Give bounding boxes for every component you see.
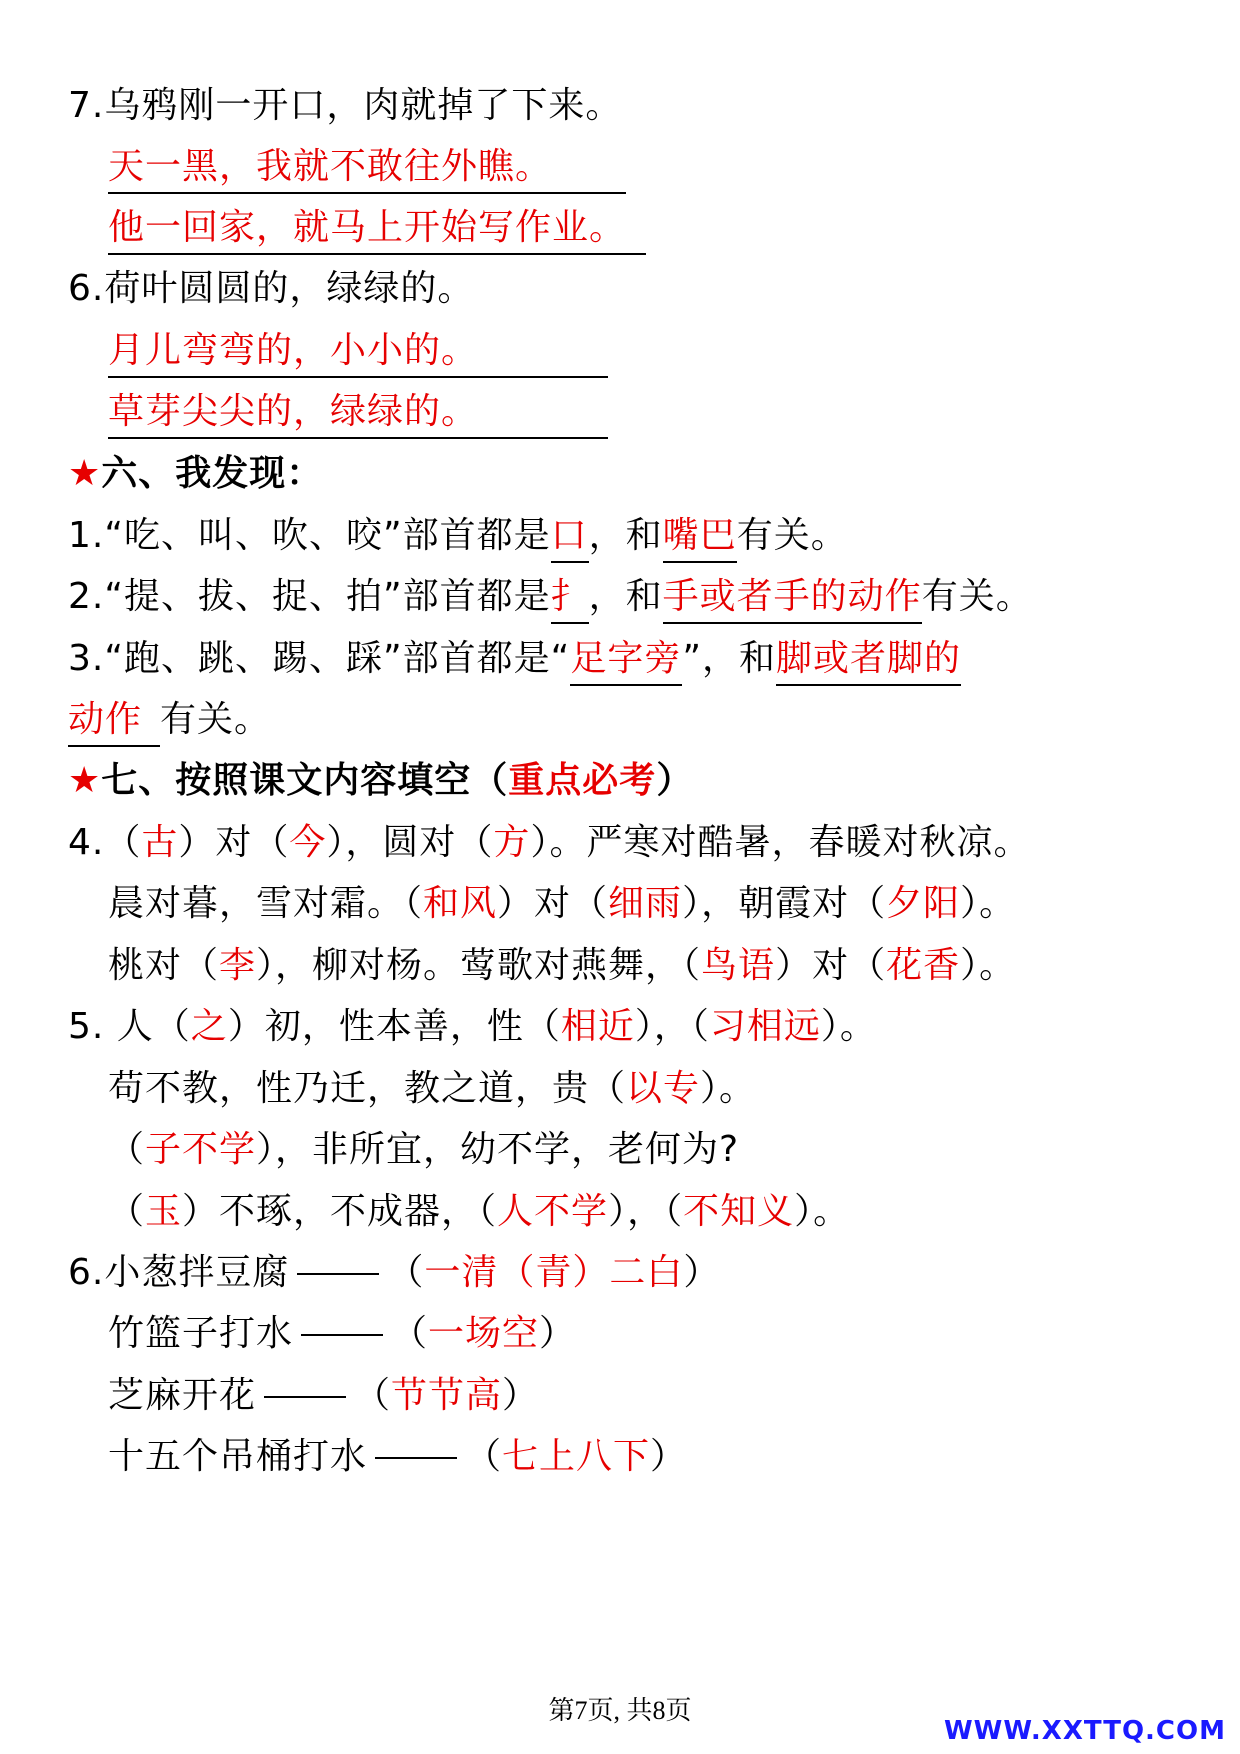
text: ”，和 [682,638,776,679]
answer-text: 天一黑，我就不敢往外瞧。 [108,144,626,194]
star-icon: ★ [68,453,102,494]
text: ），朝霞对（ [682,883,887,924]
text: 芝麻开花 [108,1375,257,1416]
discover-line-3 [68,636,961,686]
xiehouyu-line-4 [108,1434,687,1480]
text: ，和 [588,576,663,617]
text: 有关。 [736,515,848,556]
text: ）对（ [178,822,290,863]
answer: 今 [289,822,327,863]
dash-separator [301,1334,383,1336]
answer-7-2 [108,205,646,255]
text: （ [387,1252,425,1293]
fill-line-5b [108,1066,756,1112]
star-icon: ★ [68,760,102,801]
answer: 细雨 [608,883,683,924]
text: ）。 [794,1191,851,1232]
section-title: 七、按照课文内容填空（ [101,760,509,801]
answer: 古 [141,822,179,863]
text: ）。 [960,945,1017,986]
answer: 人不学 [497,1191,609,1232]
question-6: 6.荷叶圆圆的，绿绿的。 [68,268,475,309]
text: 2.“提、拔、捉、拍”部首都是 [68,576,551,617]
answer-6-2 [108,389,608,439]
answer-text: 他一回家，就马上开始写作业。 [108,205,646,255]
answer: 和风 [423,883,498,924]
discover-line-4 [68,697,271,747]
discover-line-2 [68,574,1033,624]
text: ）。 [960,883,1017,924]
answer: 七上八下 [502,1436,651,1477]
text: ，和 [588,515,663,556]
xiehouyu-line-1 [68,1250,720,1296]
fill-line-4a [68,820,1030,866]
answer: 夕阳 [886,883,961,924]
text: ），圆对（ [326,822,494,863]
text: 十五个吊桶打水 [108,1436,368,1477]
answer: 习相远 [709,1006,821,1047]
page-footer: 第7页, 共8页 [548,1696,692,1725]
text: ） [539,1313,577,1354]
text: ）不琢，不成器，（ [182,1191,498,1232]
answer: 以专 [626,1068,701,1109]
question-7: 7.乌鸦刚一开口，肉就掉了下来。 [68,85,623,126]
answer: 相近 [560,1006,635,1047]
text: 桃对（ [108,945,220,986]
answer: 不知义 [683,1191,795,1232]
section-title-end: ） [656,760,694,801]
text: ），非所宜，幼不学，老何为? [256,1129,740,1170]
text: ） [650,1436,688,1477]
fill-line-4c [108,943,1016,989]
text: ）初，性本善，性（ [227,1006,561,1047]
text: 晨对暮，雪对霜。（ [108,883,424,924]
answer: 之 [190,1006,228,1047]
text: 6.小葱拌豆腐 [68,1252,290,1293]
answer: 方 [493,822,531,863]
text: 有关。 [921,576,1033,617]
answer-blank: 足字旁 [570,636,682,686]
answer: 花香 [886,945,961,986]
answer: 子不学 [145,1129,257,1170]
answer: 李 [219,945,257,986]
fill-line-4b [108,881,1016,927]
answer-blank: 脚或者脚的 [776,636,961,686]
text: ），（ [634,1006,710,1047]
answer-blank: 口 [551,513,589,563]
text: 1.“吃、叫、吹、咬”部首都是 [68,515,551,556]
answer: 玉 [145,1191,183,1232]
answer: 一清（青）二白 [424,1252,684,1293]
text: 苟不教，性乃迁，教之道，贵（ [108,1068,627,1109]
text: ）。 [700,1068,757,1109]
text: （ [465,1436,503,1477]
text: 4.（ [68,822,142,863]
answer: 节节高 [391,1375,503,1416]
answer-blank: 动作 [68,697,160,747]
discover-line-1 [68,513,848,563]
text: （ [391,1313,429,1354]
dash-separator [264,1396,346,1398]
text: ），柳对杨。莺歌对燕舞，（ [256,945,702,986]
text: 竹篮子打水 [108,1313,294,1354]
answer-blank: 手或者手的动作 [663,574,922,624]
answer-blank: 嘴巴 [663,513,737,563]
xiehouyu-line-3 [108,1373,539,1419]
answer-7-1 [108,144,626,194]
fill-line-5d [108,1189,850,1235]
text: ）对（ [497,883,609,924]
answer-6-1 [108,328,608,378]
text: 3.“跑、跳、踢、踩”部首都是“ [68,638,571,679]
answer-text: 草芽尖尖的，绿绿的。 [108,389,608,439]
watermark: WWW.XXTTQ.COM [944,1716,1226,1746]
section-7-heading [68,758,693,804]
xiehouyu-line-2 [108,1311,576,1357]
text: 有关。 [160,699,272,740]
fill-line-5a [68,1004,877,1050]
text: （ [354,1375,392,1416]
text: ）。严寒对酷暑，春暖对秋凉。 [530,822,1031,863]
section-title: 六、我发现： [101,453,324,494]
text: ） [502,1375,540,1416]
answer-text: 月儿弯弯的，小小的。 [108,328,608,378]
key-tag: 重点必考 [508,760,657,801]
dash-separator [297,1273,379,1275]
answer: 一场空 [428,1313,540,1354]
text: ），（ [608,1191,684,1232]
answer-blank: 扌 [551,574,589,624]
text: （ [108,1191,146,1232]
text: ）对（ [775,945,887,986]
text: ） [683,1252,721,1293]
text: （ [108,1129,146,1170]
text: ）。 [820,1006,877,1047]
dash-separator [375,1457,457,1459]
text: 5. 人（ [68,1006,191,1047]
fill-line-5c [108,1127,739,1173]
section-6-heading [68,451,323,497]
answer: 鸟语 [701,945,776,986]
